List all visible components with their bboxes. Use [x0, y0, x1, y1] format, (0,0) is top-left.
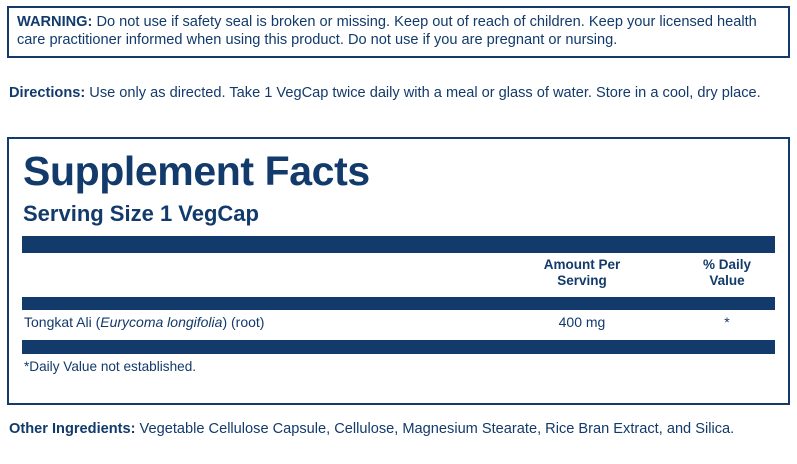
serving-size: Serving Size 1 VegCap [23, 201, 259, 226]
other-ingredients-label: Other Ingredients: [9, 421, 136, 437]
facts-divider-thick [22, 236, 775, 253]
ingredient-amount: 400 mg [558, 314, 606, 330]
other-ingredients-body: Vegetable Cellulose Capsule, Cellulose, Magnesium Stearate, Rice Bran Extract, and Silica. [135, 421, 735, 437]
facts-divider-bottom [22, 340, 775, 354]
supplement-facts-title: Supplement Facts [23, 148, 370, 194]
other-ingredients-text [9, 420, 791, 438]
table-row [22, 314, 775, 336]
warning-body: Do not use if safety seal is broken or missing. Keep out of reach of children. Keep your licensed health care practitioner informed when using this product. Do not use if you are pregnant or nursing. [17, 14, 757, 49]
column-header-amount-line1: Amount Per [543, 257, 621, 272]
ingredient-name-after: ) (root) [222, 314, 265, 330]
ingredient-daily-value: * [724, 314, 730, 330]
column-header-dv-line1: % Daily [702, 257, 752, 272]
directions-text [9, 84, 791, 102]
daily-value-footnote: *Daily Value not established. [24, 359, 197, 374]
column-header-daily-value [672, 257, 782, 290]
warning-box [7, 6, 790, 58]
facts-column-headers [22, 253, 775, 297]
directions-label: Directions: [9, 85, 86, 101]
warning-label: WARNING: [17, 14, 93, 30]
ingredient-name-before: Tongkat Ali ( [24, 314, 101, 330]
column-header-dv-line2: Value [709, 273, 745, 289]
ingredient-name [24, 314, 264, 330]
facts-divider-mid [22, 297, 775, 310]
column-header-amount [517, 257, 647, 290]
supplement-facts-panel [7, 137, 790, 405]
ingredient-name-latin: Eurycoma longifolia [100, 314, 223, 330]
directions-body: Use only as directed. Take 1 VegCap twice daily with a meal or glass of water. Store in a cool, dry place. [85, 85, 761, 101]
warning-text [17, 13, 780, 50]
column-header-amount-line2: Serving [557, 273, 607, 289]
